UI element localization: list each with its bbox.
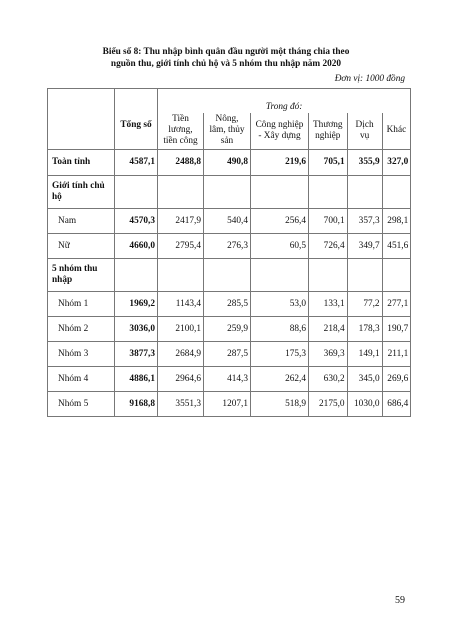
cell: 3551,3 bbox=[158, 391, 204, 416]
cell: 726,4 bbox=[309, 233, 348, 258]
cell: 256,4 bbox=[251, 208, 309, 233]
cell: 88,6 bbox=[251, 316, 309, 341]
cell: 287,5 bbox=[204, 341, 251, 366]
table-row bbox=[48, 291, 411, 316]
header-col-6: Khác bbox=[382, 113, 411, 149]
row-label: Toàn tỉnh bbox=[48, 149, 115, 175]
row-label: Nhóm 1 bbox=[48, 291, 115, 316]
table-row bbox=[48, 316, 411, 341]
cell: 298,1 bbox=[382, 208, 411, 233]
cell: 277,1 bbox=[382, 291, 411, 316]
header-col-3: Công nghiệp - Xây dựng bbox=[251, 113, 309, 149]
cell: 175,3 bbox=[251, 341, 309, 366]
cell: 219,6 bbox=[251, 149, 309, 175]
cell: 327,0 bbox=[382, 149, 411, 175]
table-row bbox=[48, 233, 411, 258]
cell: 349,7 bbox=[347, 233, 382, 258]
cell: 345,0 bbox=[347, 366, 382, 391]
row-label: Nam bbox=[48, 208, 115, 233]
cell: 414,3 bbox=[204, 366, 251, 391]
cell: 357,3 bbox=[347, 208, 382, 233]
table-row bbox=[48, 149, 411, 175]
row-label: Nhóm 5 bbox=[48, 391, 115, 416]
cell: 2488,8 bbox=[158, 149, 204, 175]
cell: 190,7 bbox=[382, 316, 411, 341]
table-row bbox=[48, 341, 411, 366]
group-label-income: 5 nhóm thu nhập bbox=[48, 258, 115, 291]
cell: 490,8 bbox=[204, 149, 251, 175]
cell: 518,9 bbox=[251, 391, 309, 416]
cell: 686,4 bbox=[382, 391, 411, 416]
cell: 262,4 bbox=[251, 366, 309, 391]
cell: 149,1 bbox=[347, 341, 382, 366]
cell: 218,4 bbox=[309, 316, 348, 341]
group-label-gender: Giới tính chủ hộ bbox=[48, 175, 115, 208]
cell: 1143,4 bbox=[158, 291, 204, 316]
cell: 2175,0 bbox=[309, 391, 348, 416]
header-col-1: Tiền lương, tiền công bbox=[158, 113, 204, 149]
cell: 700,1 bbox=[309, 208, 348, 233]
cell: 53,0 bbox=[251, 291, 309, 316]
header-total: Tổng số bbox=[115, 89, 158, 150]
table-title bbox=[0, 46, 452, 70]
cell: 276,3 bbox=[204, 233, 251, 258]
group-row bbox=[48, 258, 411, 291]
row-label: Nhóm 4 bbox=[48, 366, 115, 391]
cell: 355,9 bbox=[347, 149, 382, 175]
row-label: Nhóm 3 bbox=[48, 341, 115, 366]
cell: 4587,1 bbox=[115, 149, 158, 175]
cell: 4886,1 bbox=[115, 366, 158, 391]
table-row bbox=[48, 208, 411, 233]
row-label: Nhóm 2 bbox=[48, 316, 115, 341]
cell: 2964,6 bbox=[158, 366, 204, 391]
cell: 1207,1 bbox=[204, 391, 251, 416]
cell: 4570,3 bbox=[115, 208, 158, 233]
cell: 451,6 bbox=[382, 233, 411, 258]
cell: 2417,9 bbox=[158, 208, 204, 233]
header-sub-group: Trong đó: bbox=[158, 89, 411, 114]
header-col-2: Nông, lâm, thủy sản bbox=[204, 113, 251, 149]
income-table bbox=[47, 88, 411, 417]
header-blank bbox=[48, 89, 115, 150]
cell: 178,3 bbox=[347, 316, 382, 341]
cell: 3036,0 bbox=[115, 316, 158, 341]
cell: 285,5 bbox=[204, 291, 251, 316]
cell: 4660,0 bbox=[115, 233, 158, 258]
cell: 9168,8 bbox=[115, 391, 158, 416]
cell: 705,1 bbox=[309, 149, 348, 175]
cell: 2100,1 bbox=[158, 316, 204, 341]
cell: 369,3 bbox=[309, 341, 348, 366]
title-line-1: Biểu số 8: Thu nhập bình quân đầu người một tháng chia theo bbox=[102, 47, 350, 57]
group-row bbox=[48, 175, 411, 208]
cell: 1030,0 bbox=[347, 391, 382, 416]
table-row bbox=[48, 366, 411, 391]
cell: 3877,3 bbox=[115, 341, 158, 366]
page-number: 59 bbox=[395, 595, 405, 606]
cell: 77,2 bbox=[347, 291, 382, 316]
cell: 2684,9 bbox=[158, 341, 204, 366]
unit-note: Đơn vị: 1000 đồng bbox=[334, 74, 405, 84]
cell: 211,1 bbox=[382, 341, 411, 366]
cell: 630,2 bbox=[309, 366, 348, 391]
cell: 269,6 bbox=[382, 366, 411, 391]
cell: 1969,2 bbox=[115, 291, 158, 316]
title-line-2: nguồn thu, giới tính chủ hộ và 5 nhóm thu nhập năm 2020 bbox=[110, 59, 342, 69]
header-col-4: Thương nghiệp bbox=[309, 113, 348, 149]
cell: 259,9 bbox=[204, 316, 251, 341]
cell: 540,4 bbox=[204, 208, 251, 233]
table-row bbox=[48, 391, 411, 416]
cell: 2795,4 bbox=[158, 233, 204, 258]
row-label: Nữ bbox=[48, 233, 115, 258]
cell: 60,5 bbox=[251, 233, 309, 258]
cell: 133,1 bbox=[309, 291, 348, 316]
header-col-5: Dịch vụ bbox=[347, 113, 382, 149]
